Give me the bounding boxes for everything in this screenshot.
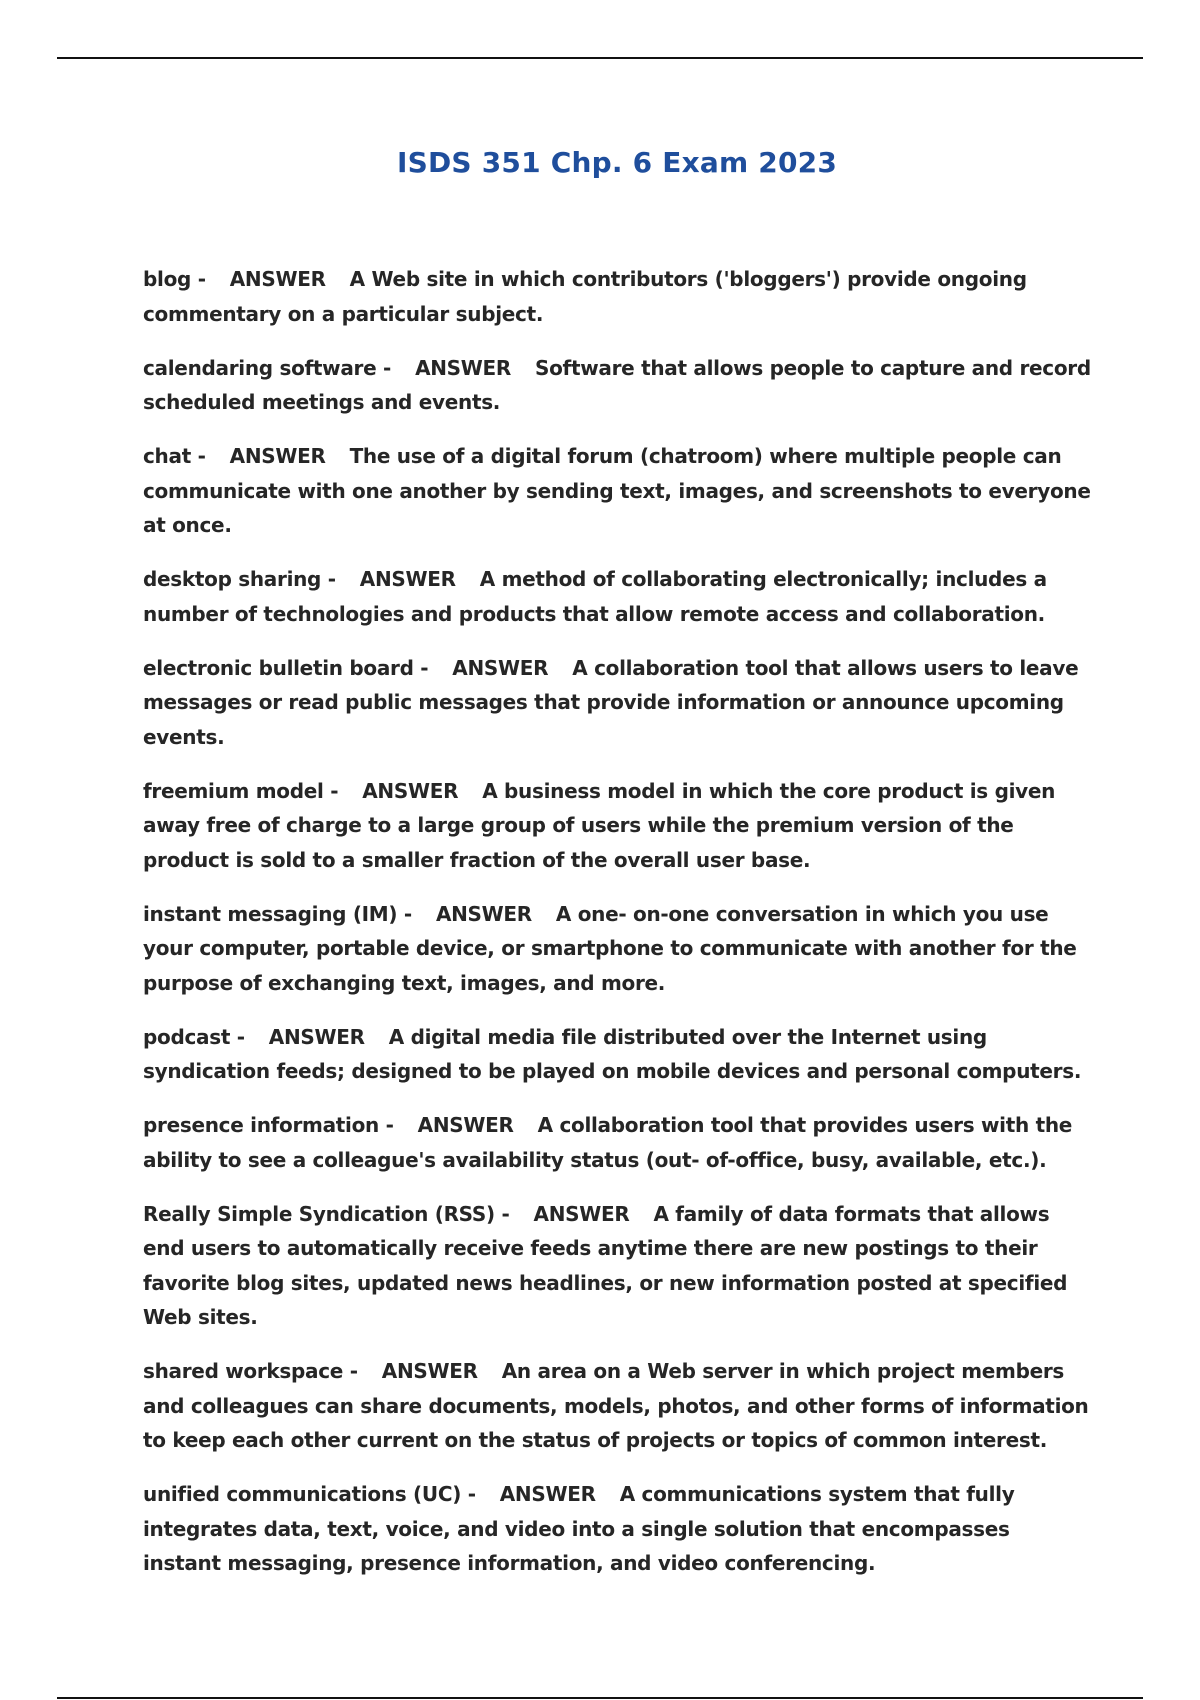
answer-label: ANSWER (381, 1359, 478, 1383)
glossary-entry (143, 351, 1093, 420)
entry-term: Really Simple Syndication (RSS) (143, 1201, 495, 1226)
entry-separator: - (197, 444, 206, 468)
footer-rule (57, 1697, 1143, 1699)
entry-term: electronic bulletin board (143, 655, 414, 680)
entry-term: shared workspace (143, 1359, 344, 1383)
glossary-entry (143, 1108, 1093, 1177)
glossary-entry (143, 1020, 1093, 1089)
entry-definition: A communications system that fully integrates data, text, voice, and video into a single solution that encompasses instant messaging, presence information, and video conferencing. (143, 1482, 1015, 1575)
glossary-entry (143, 651, 1093, 755)
entry-term: instant messaging (IM) (143, 901, 398, 926)
answer-label: ANSWER (452, 655, 549, 680)
document-title: ISDS 351 Chp. 6 Exam 2023 (396, 146, 837, 179)
entry-separator: - (385, 1113, 394, 1137)
glossary-entry (143, 439, 1093, 543)
entry-separator: - (501, 1201, 510, 1226)
glossary-list (143, 262, 1093, 1600)
entry-definition: A collaboration tool that provides users with the ability to see a colleague's availability status (out- of-office, busy, available, etc.). (143, 1113, 1073, 1172)
answer-label: ANSWER (229, 267, 326, 291)
entry-separator: - (327, 567, 336, 591)
header-rule (57, 57, 1143, 59)
entry-separator: - (383, 355, 392, 380)
entry-separator: - (403, 901, 412, 926)
answer-label: ANSWER (362, 778, 459, 803)
answer-label: ANSWER (359, 567, 456, 591)
entry-separator: - (236, 1024, 245, 1049)
entry-definition: A digital media file distributed over the Internet using syndication feeds; designed to be played on mobile devices and personal computers. (143, 1024, 1082, 1083)
answer-label: ANSWER (417, 1113, 514, 1137)
entry-term: freemium model (143, 778, 324, 803)
answer-label: ANSWER (533, 1201, 630, 1226)
entry-term: desktop sharing (143, 567, 322, 591)
entry-definition: A family of data formats that allows end users to automatically receive feeds anytime there are new postings to their favorite blog sites, updated news headlines, or new information posted at specified Web sites. (143, 1201, 1068, 1329)
answer-label: ANSWER (435, 901, 532, 926)
entry-term: podcast (143, 1024, 231, 1049)
answer-label: ANSWER (229, 444, 326, 468)
answer-label: ANSWER (499, 1482, 596, 1506)
answer-label: ANSWER (268, 1024, 365, 1049)
entry-term: blog (143, 267, 192, 291)
entry-definition: Software that allows people to capture and record scheduled meetings and events. (143, 355, 1091, 414)
glossary-entry (143, 262, 1093, 331)
entry-definition: A Web site in which contributors ('bloggers') provide ongoing commentary on a particular subject. (143, 267, 1027, 326)
glossary-entry (143, 1354, 1093, 1458)
entry-definition: A one- on-one conversation in which you use your computer, portable device, or smartphone to communicate with another for the purpose of exchanging text, images, and more. (143, 901, 1077, 995)
glossary-entry (143, 562, 1093, 631)
entry-definition: A collaboration tool that allows users to leave messages or read public messages that provide information or announce upcoming events. (143, 655, 1079, 749)
entry-term: unified communications (UC) (143, 1482, 462, 1506)
entry-definition: An area on a Web server in which project members and colleagues can share documents, models, photos, and other forms of information to keep each other current on the status of projects or topics of common interest. (143, 1359, 1089, 1452)
entry-separator: - (330, 778, 339, 803)
entry-definition: A business model in which the core product is given away free of charge to a large group of users while the premium version of the product is sold to a smaller fraction of the overall user base. (143, 778, 1056, 872)
entry-definition: The use of a digital forum (chatroom) where multiple people can communicate with one another by sending text, images, and screenshots to everyone at once. (143, 444, 1091, 537)
entry-term: chat (143, 444, 191, 468)
entry-separator: - (467, 1482, 476, 1506)
entry-separator: - (420, 655, 429, 680)
glossary-entry (143, 774, 1093, 878)
entry-term: presence information (143, 1113, 379, 1137)
entry-definition: A method of collaborating electronically; includes a number of technologies and products that allow remote access and collaboration. (143, 567, 1047, 626)
entry-separator: - (197, 267, 206, 291)
glossary-entry (143, 897, 1093, 1001)
entry-separator: - (349, 1359, 358, 1383)
answer-label: ANSWER (415, 355, 512, 380)
entry-term: calendaring software (143, 355, 377, 380)
glossary-entry (143, 1477, 1093, 1581)
glossary-entry (143, 1197, 1093, 1335)
